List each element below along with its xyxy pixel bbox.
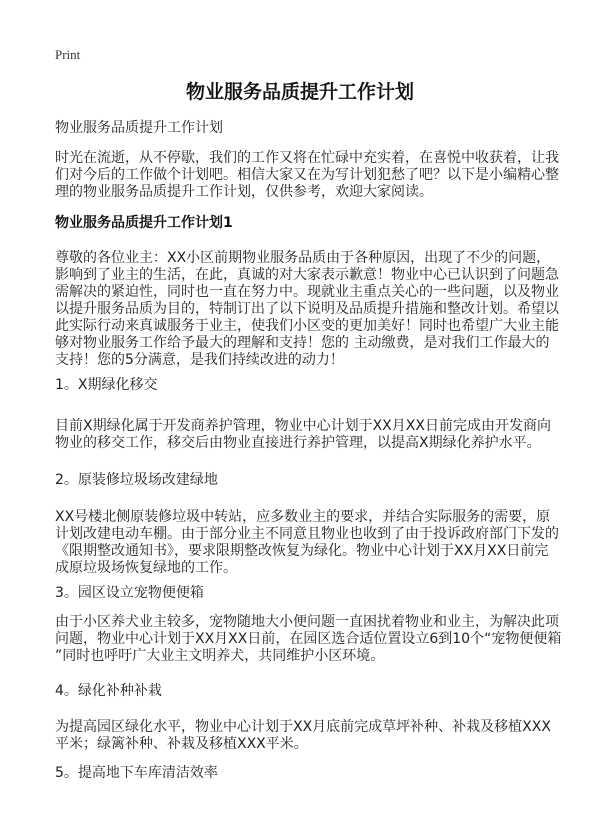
text-line: 们对今后的工作做个计划吧。相信大家又在为写计划犯愁了吧？以下是小编精心整 — [55, 167, 559, 183]
text-line: 够对物业服务工作给予最大的理解和支持！您的 主动缴费，是对我们工作最大的 — [55, 335, 550, 351]
item-paragraph — [55, 719, 555, 753]
text-line: 以提升服务品质为目的，特制订出了以下说明及品质提升措施和整改计划。希望以 — [55, 301, 559, 317]
text-line: 支持！您的5分满意，是我们持续改进的动力！ — [55, 352, 344, 368]
text-line: 为提高园区绿化水平，物业中心计划于XX月底前完成草坪补种、补栽及移植XXX — [55, 719, 551, 735]
text-line: 理的物业服务品质提升工作计划，仅供参考，欢迎大家阅读。 — [55, 184, 433, 200]
item-paragraph — [55, 614, 562, 665]
item-heading: 5。提高地下车库清洁效率 — [55, 765, 218, 781]
item-heading: 4。绿化补种补栽 — [55, 683, 162, 699]
item-paragraph — [55, 509, 559, 577]
print-link[interactable]: Print — [55, 47, 81, 62]
text-line: 成原垃圾场恢复绿地的工作。 — [55, 560, 237, 576]
text-line: 目前X期绿化属于开发商养护管理，物业中心计划于XX月XX日前完成由开发商向 — [55, 418, 551, 434]
document-title: 物业服务品质提升工作计划 — [185, 81, 414, 103]
document-subtitle: 物业服务品质提升工作计划 — [55, 120, 223, 136]
text-line: 计划改建电动车棚。由于部分业主不同意且物业也收到了由于投诉政府部门下发的 — [55, 526, 559, 542]
intro-paragraph — [55, 150, 559, 201]
text-line: 问题，物业中心计划于XX月XX日前，在园区选合适位置设立6到10个“宠物便便箱 — [55, 631, 562, 647]
text-line: ”同时也呼吁广大业主文明养犬，共同维护小区环境。 — [55, 648, 385, 664]
text-line: 需解决的紧迫性，同时也一直在努力中。现就业主重点关心的一些问题，以及物业 — [55, 284, 559, 300]
item-paragraph — [55, 418, 555, 452]
text-line: 平米；绿篱补种、补栽及移植XXX平米。 — [55, 736, 308, 752]
item-heading: 1。X期绿化移交 — [55, 377, 158, 393]
item-heading: 3。园区设立宠物便便箱 — [55, 585, 204, 601]
text-line: 时光在流逝，从不停歇，我们的工作又将在忙碌中充实着，在喜悦中收获着，让我 — [55, 150, 559, 166]
item-heading: 2。原装修垃圾场改建绿地 — [55, 472, 218, 488]
text-line: 影响到了业主的生活，在此，真诚的对大家表示歉意！物业中心已认识到了问题急 — [55, 267, 559, 283]
text-line: XX号楼北侧原装修垃圾中转站，应多数业主的要求，并结合实际服务的需要，原 — [55, 509, 551, 525]
text-line: 由于小区养犬业主较多，宠物随地大小便问题一直困扰着物业和业主，为解决此项 — [55, 614, 559, 630]
text-line: 物业的移交工作，移交后由物业直接进行养护管理，以提高X期绿化养护水平。 — [55, 435, 541, 451]
text-line: 《限期整改通知书》，要求限期整改恢复为绿化。物业中心计划于XX月XX日前完 — [55, 543, 549, 559]
text-line: 尊敬的各位业主：XX小区前期物业服务品质由于各种原因，出现了不少的问题， — [55, 250, 551, 266]
section-heading: 物业服务品质提升工作计划1 — [55, 215, 233, 231]
text-line: 此实际行动来真诚服务于业主，使我们小区变的更加美好！同时也希望广大业主能 — [55, 318, 559, 334]
letter-paragraph — [55, 250, 559, 369]
